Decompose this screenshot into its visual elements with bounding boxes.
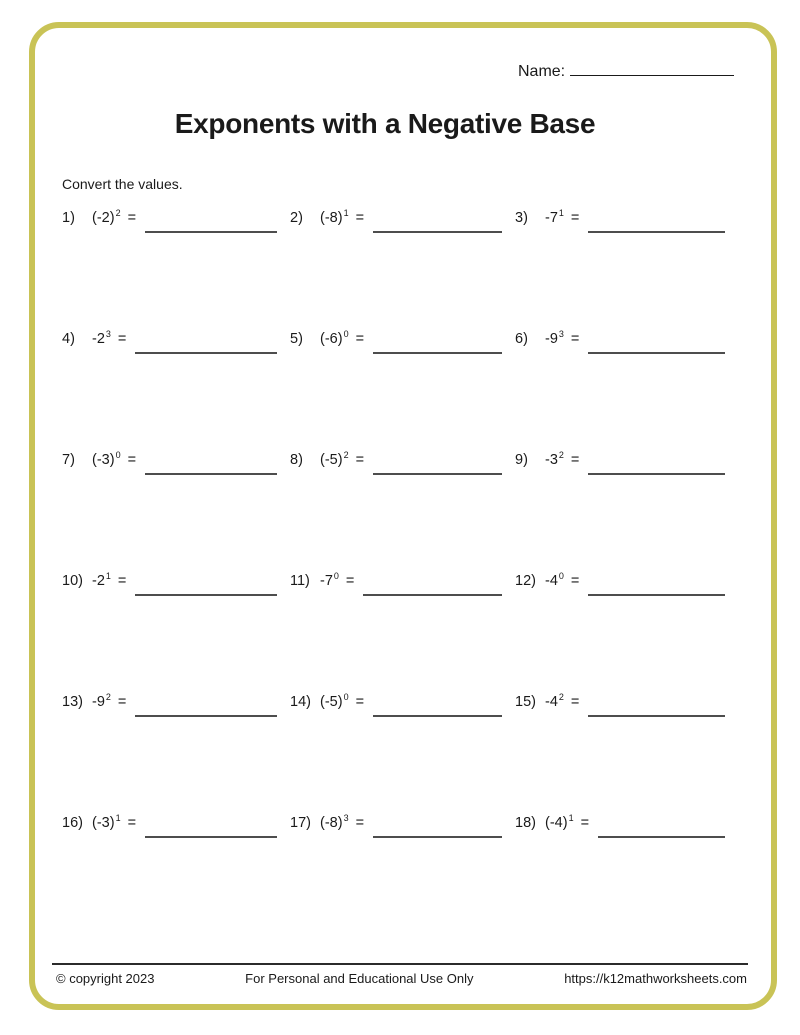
expression-exponent: 3 [343, 813, 349, 823]
problem-item [290, 566, 515, 687]
problem-number: 1) [62, 209, 75, 226]
expression-exponent: 1 [558, 208, 564, 218]
expression-base: (-8) [320, 814, 343, 831]
problem-number: 14) [290, 693, 311, 710]
equals-sign: = [355, 209, 365, 226]
expression-base: (-5) [320, 693, 343, 710]
problem-item [290, 808, 515, 929]
problem-item [290, 445, 515, 566]
page-title: Exponents with a Negative Base [174, 108, 596, 139]
problem-grid [62, 203, 738, 929]
equals-sign: = [117, 572, 127, 589]
equals-sign: = [355, 451, 365, 468]
equals-sign: = [355, 693, 365, 710]
problem-item [515, 566, 738, 687]
problem-expression [92, 324, 111, 349]
equals-sign: = [127, 814, 137, 831]
expression-exponent: 3 [558, 329, 564, 339]
equals-sign: = [355, 814, 365, 831]
problem-number: 3) [515, 209, 528, 226]
expression-base: -7 [320, 572, 333, 589]
expression-exponent: 0 [115, 450, 121, 460]
equals-sign: = [355, 330, 365, 347]
expression-exponent: 2 [105, 692, 111, 702]
problem-item [515, 445, 738, 566]
problem-number: 16) [62, 814, 83, 831]
problem-expression [320, 324, 349, 349]
expression-exponent: 1 [105, 571, 111, 581]
answer-blank [145, 473, 277, 475]
problem-number: 13) [62, 693, 83, 710]
problem-expression [92, 808, 121, 833]
expression-base: -7 [545, 209, 558, 226]
expression-exponent: 0 [343, 329, 349, 339]
problem-item [62, 808, 290, 929]
problem-number: 18) [515, 814, 536, 831]
expression-base: (-8) [320, 209, 343, 226]
expression-exponent: 0 [343, 692, 349, 702]
problem-expression [545, 808, 574, 833]
problem-item [62, 687, 290, 808]
answer-blank [373, 836, 502, 838]
problem-expression [320, 566, 339, 591]
expression-base: -2 [92, 572, 105, 589]
name-field-row [518, 60, 734, 81]
expression-exponent: 1 [115, 813, 121, 823]
expression-base: -4 [545, 572, 558, 589]
answer-blank [588, 231, 725, 233]
name-blank[interactable] [570, 60, 734, 76]
problem-expression [320, 687, 349, 712]
expression-exponent: 2 [558, 450, 564, 460]
problem-expression [320, 808, 349, 833]
answer-blank [373, 352, 502, 354]
problem-item [290, 324, 515, 445]
problem-expression [320, 445, 349, 470]
problem-item [515, 808, 738, 929]
expression-base: (-2) [92, 209, 115, 226]
answer-blank [135, 352, 277, 354]
problem-expression [92, 445, 121, 470]
expression-base: (-5) [320, 451, 343, 468]
problem-number: 9) [515, 451, 528, 468]
equals-sign: = [127, 209, 137, 226]
equals-sign: = [570, 330, 580, 347]
answer-blank [145, 231, 277, 233]
answer-blank [588, 473, 725, 475]
footer-divider [52, 963, 748, 965]
expression-base: (-4) [545, 814, 568, 831]
answer-blank [145, 836, 277, 838]
instruction-text: Convert the values. [62, 176, 183, 192]
expression-base: -4 [545, 693, 558, 710]
problem-expression [545, 687, 564, 712]
problem-item [515, 203, 738, 324]
expression-exponent: 1 [568, 813, 574, 823]
footer [56, 971, 747, 986]
problem-expression [92, 566, 111, 591]
problem-number: 4) [62, 330, 75, 347]
answer-blank [373, 231, 502, 233]
problem-number: 8) [290, 451, 303, 468]
answer-blank [588, 594, 725, 596]
expression-base: (-3) [92, 814, 115, 831]
expression-base: (-3) [92, 451, 115, 468]
expression-exponent: 2 [343, 450, 349, 460]
problem-item [515, 687, 738, 808]
equals-sign: = [345, 572, 355, 589]
footer-website-url[interactable]: https://k12mathworksheets.com [564, 971, 747, 986]
answer-blank [363, 594, 502, 596]
equals-sign: = [117, 693, 127, 710]
problem-expression [320, 203, 349, 228]
problem-expression [92, 687, 111, 712]
problem-number: 17) [290, 814, 311, 831]
expression-base: -2 [92, 330, 105, 347]
problem-number: 11) [290, 572, 310, 589]
problem-expression [545, 566, 564, 591]
problem-item [290, 687, 515, 808]
answer-blank [598, 836, 725, 838]
problem-item [62, 324, 290, 445]
answer-blank [135, 715, 277, 717]
expression-exponent: 0 [333, 571, 339, 581]
equals-sign: = [127, 451, 137, 468]
problem-expression [545, 203, 564, 228]
name-label: Name: [518, 63, 566, 80]
problem-expression [545, 445, 564, 470]
answer-blank [588, 715, 725, 717]
problem-item [515, 324, 738, 445]
problem-expression [92, 203, 121, 228]
equals-sign: = [570, 209, 580, 226]
footer-usage-note: For Personal and Educational Use Only [245, 971, 474, 986]
answer-blank [588, 352, 725, 354]
equals-sign: = [570, 451, 580, 468]
equals-sign: = [117, 330, 127, 347]
problem-expression [545, 324, 564, 349]
expression-base: -9 [545, 330, 558, 347]
problem-item [62, 203, 290, 324]
equals-sign: = [570, 693, 580, 710]
answer-blank [373, 715, 502, 717]
answer-blank [135, 594, 277, 596]
expression-exponent: 0 [558, 571, 564, 581]
expression-base: -9 [92, 693, 105, 710]
problem-number: 7) [62, 451, 75, 468]
equals-sign: = [570, 572, 580, 589]
expression-base: (-6) [320, 330, 343, 347]
expression-base: -3 [545, 451, 558, 468]
problem-number: 15) [515, 693, 536, 710]
problem-number: 5) [290, 330, 303, 347]
expression-exponent: 2 [115, 208, 121, 218]
problem-number: 6) [515, 330, 528, 347]
expression-exponent: 3 [105, 329, 111, 339]
problem-number: 2) [290, 209, 303, 226]
expression-exponent: 1 [343, 208, 349, 218]
problem-item [62, 566, 290, 687]
equals-sign: = [580, 814, 590, 831]
footer-copyright: © copyright 2023 [56, 971, 155, 986]
expression-exponent: 2 [558, 692, 564, 702]
problem-item [290, 203, 515, 324]
problem-item [62, 445, 290, 566]
answer-blank [373, 473, 502, 475]
problem-number: 10) [62, 572, 83, 589]
problem-number: 12) [515, 572, 536, 589]
